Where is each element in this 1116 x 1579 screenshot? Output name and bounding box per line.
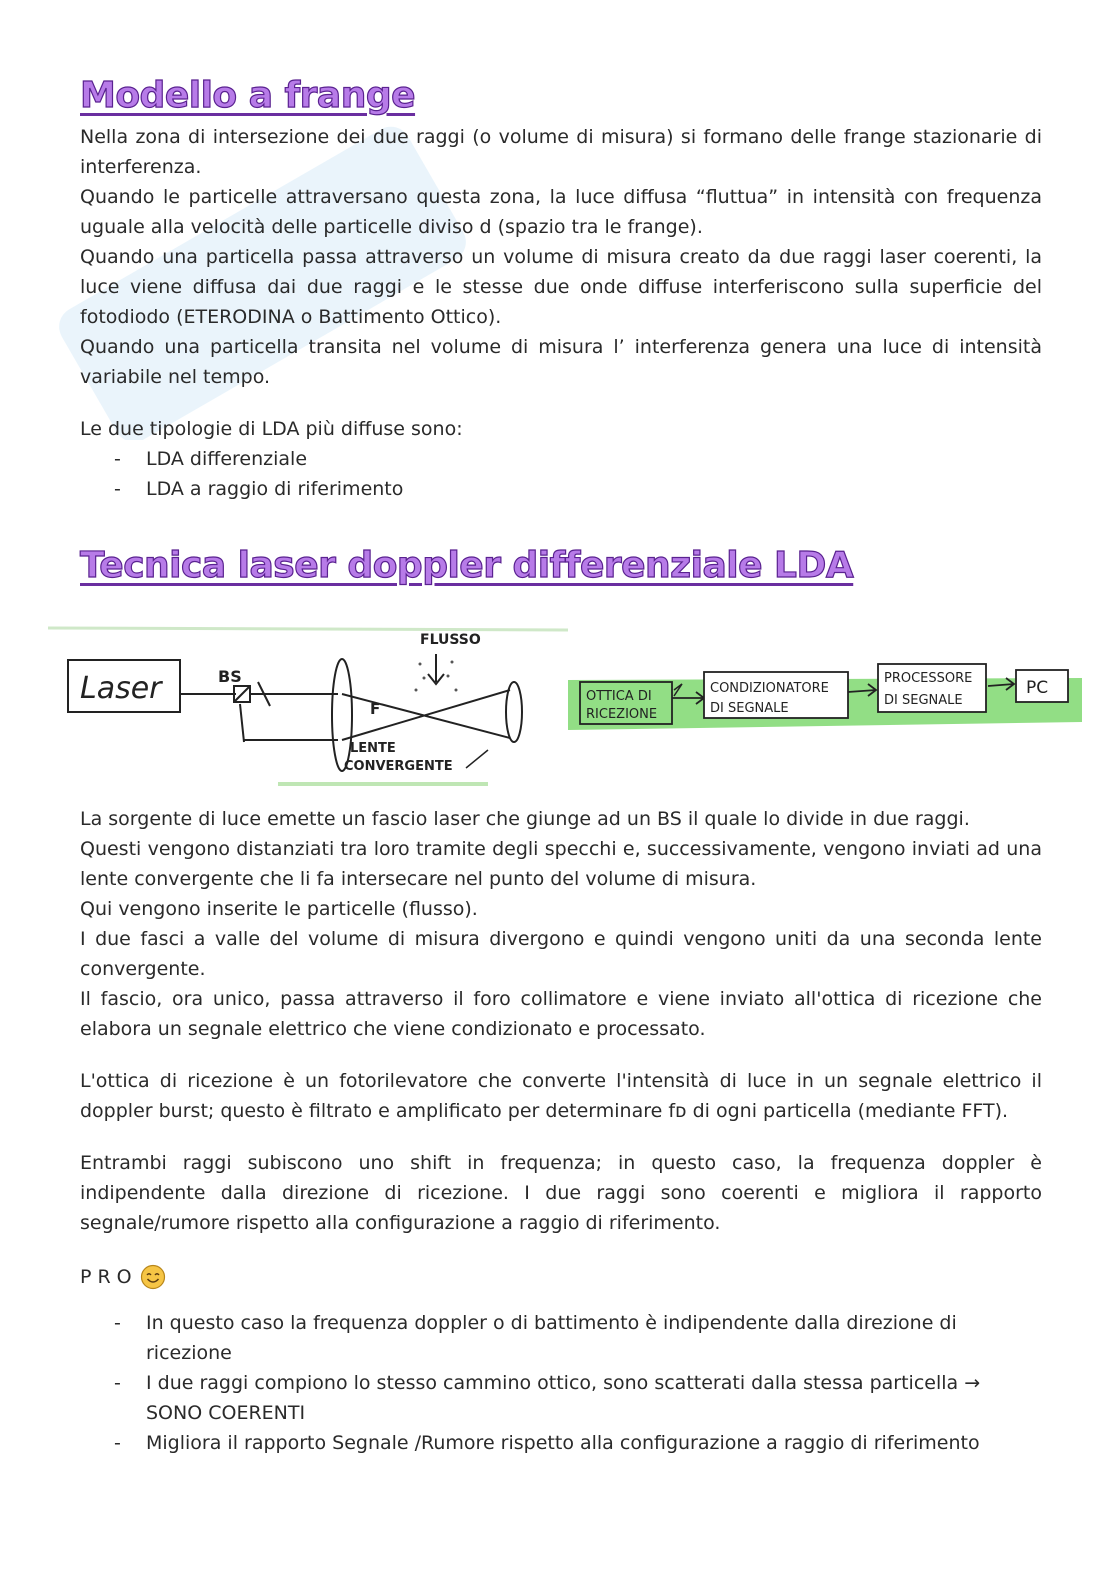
second-lens-icon (506, 682, 522, 742)
pro-heading (80, 1260, 1042, 1294)
pro-list (80, 1308, 1042, 1458)
list-item: - I due raggi compiono lo stesso cammino ottico, sono scatterati dalla stessa particella → SONO COERENTI (80, 1368, 1042, 1428)
list-item: - LDA a raggio di riferimento (80, 474, 1042, 504)
beam-line (240, 704, 244, 742)
lda-types-list (80, 444, 1042, 504)
paragraph: Questi vengono distanziati tra loro tramite degli specchi e, successivamente, vengono inviati ad una lente convergente che li fa intersecare nel punto del volume di misura. (80, 838, 1042, 890)
focal-label: F (370, 700, 381, 718)
lda-setup-diagram (48, 620, 1082, 790)
paragraph: Nella zona di intersezione dei due raggi (o volume di misura) si formano delle frange stazionarie di interferenza. (80, 126, 1042, 178)
spacer (80, 1238, 1042, 1260)
smiley-icon (140, 1264, 166, 1290)
converging-label: CONVERGENTE (344, 759, 453, 774)
signal-conditioner-label-line1: CONDIZIONATORE (710, 681, 829, 696)
list-item: - LDA differenziale (80, 444, 1042, 474)
paragraph: Quando una particella transita nel volume di misura l’ interferenza genera una luce di intensità variabile nel tempo. (80, 336, 1042, 388)
receiving-optics-label-line2: RICEZIONE (586, 707, 658, 722)
receiving-optics-label-line1: OTTICA DI (586, 689, 652, 704)
list-item: - Migliora il rapporto Segnale /Rumore rispetto alla configurazione a raggio di riferimento (80, 1428, 1042, 1458)
section-differential-lda (80, 540, 1042, 592)
list-item: - In questo caso la frequenza doppler o di battimento è indipendente dalla direzione di ricezione (80, 1308, 1042, 1368)
paragraph: Quando una particella passa attraverso un volume di misura creato da due raggi laser coerenti, la luce viene diffusa dai due raggi e le stesse due onde diffuse interferiscono sulla superficie del fotodiodo (ETERODINA o Battimento Ottico). (80, 246, 1042, 328)
paragraph: La sorgente di luce emette un fascio laser che giunge ad un BS il quale lo divide in due raggi. (80, 808, 970, 830)
pro-label: PRO (80, 1266, 138, 1288)
signal-processor-label-line1: PROCESSORE (884, 671, 973, 686)
section-title-differential-lda: Tecnica laser doppler differenziale LDA (80, 545, 854, 586)
pointer-line (466, 750, 488, 768)
section-fringe-model (80, 70, 1042, 504)
spacer (80, 1044, 1042, 1066)
flow-label: FLUSSO (420, 632, 481, 648)
paragraph: Qui vengono inserite le particelle (flusso). (80, 898, 478, 920)
signal-conditioner-label-line2: DI SEGNALE (710, 701, 789, 716)
section-differential-lda-body (80, 804, 1042, 1458)
lens-label: LENTE (350, 741, 396, 756)
spacer (80, 1126, 1042, 1148)
paragraph: Entrambi raggi subiscono uno shift in frequenza; in questo caso, la frequenza doppler è indipendente dalla direzione di ricezione. I due raggi sono coerenti e migliora il rapporto segnale/rumore rispetto alla configurazione a raggio di riferimento. (80, 1152, 1042, 1234)
beam-line (342, 690, 510, 740)
guide-line (48, 628, 568, 630)
list-intro: Le due tipologie di LDA più diffuse sono: (80, 418, 463, 440)
paragraph: Quando le particelle attraversano questa zona, la luce diffusa “fluttua” in intensità con frequenza uguale alla velocità delle particelle diviso d (spazio tra le frange). (80, 186, 1042, 238)
paragraph: L'ottica di ricezione è un fotorilevatore che converte l'intensità di luce in un segnale elettrico il doppler burst; questo è filtrato e amplificato per determinare fᴅ di ogni particella (mediante FFT). (80, 1070, 1042, 1122)
beam-splitter-diagonal (234, 686, 250, 702)
spacer (80, 392, 1042, 414)
spacer (80, 1294, 1042, 1308)
laser-label: Laser (80, 671, 162, 706)
paragraph: Il fascio, ora unico, passa attraverso il foro collimatore e viene inviato all'ottica di ricezione che elabora un segnale elettrico che viene condizionato e processato. (80, 988, 1042, 1040)
section-title-fringe-model: Modello a frange (80, 75, 416, 116)
converging-lens-icon (332, 659, 352, 771)
paragraph: I due fasci a valle del volume di misura divergono e quindi vengono uniti da una seconda lente convergente. (80, 928, 1042, 980)
bs-label: BS (218, 667, 242, 686)
pc-label: PC (1026, 678, 1049, 698)
signal-processor-label-line2: DI SEGNALE (884, 693, 963, 708)
